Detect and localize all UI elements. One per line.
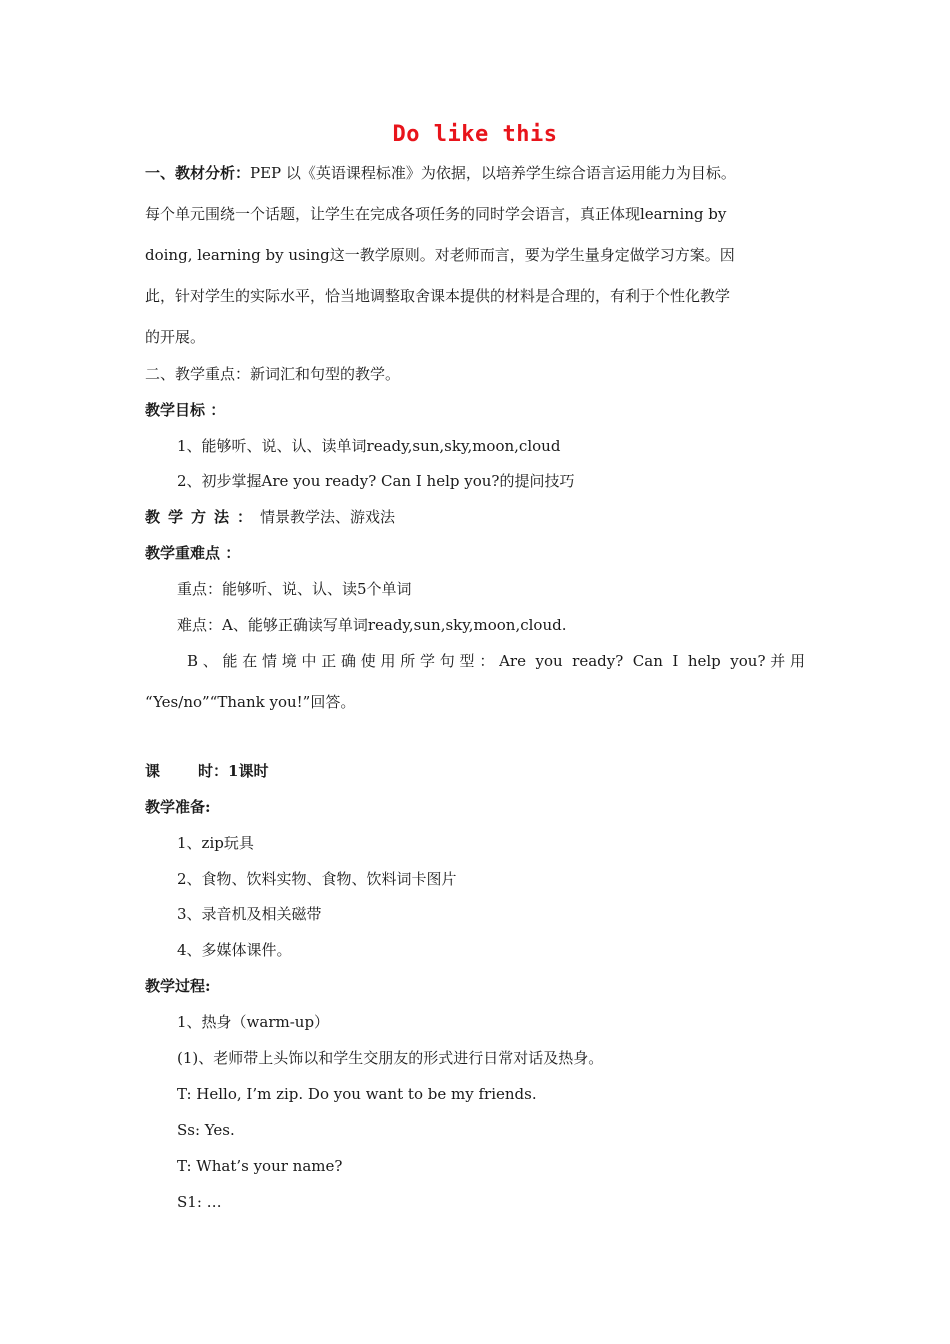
- analysis-line-2: 每个单元围绕一个话题，让学生在完成各项任务的同时学会语言，真正体现learning by: [145, 205, 727, 223]
- analysis-text-1: PEP 以《英语课程标准》为依据，以培养学生综合语言运用能力为目标。: [250, 164, 736, 182]
- analysis-line-4: 此，针对学生的实际水平，恰当地调整取舍课本提供的材料是合理的，有利于个性化教学: [145, 287, 731, 305]
- objective-item-2: 2、初步掌握Are you ready? Can I help you?的提问技巧: [177, 472, 575, 490]
- process-line-2: (1)、老师带上头饰以和学生交朋友的形式进行日常对话及热身。: [177, 1049, 604, 1067]
- prep-item-4: 4、多媒体课件。: [177, 941, 292, 959]
- period-label-2: 时：: [198, 762, 229, 780]
- key-point-line: 重点：能够听、说、认、读5个单词: [177, 580, 412, 598]
- process-line-1: 1、热身（warm-up）: [177, 1013, 330, 1031]
- process-line-4: Ss: Yes.: [177, 1121, 235, 1139]
- methods-text: 情景教学法、游戏法: [260, 508, 396, 526]
- period-value: 1课时: [228, 762, 269, 780]
- methods-line: [145, 507, 395, 527]
- analysis-label: 一、教材分析：: [145, 164, 251, 182]
- process-heading: 教学过程:: [145, 977, 211, 995]
- prep-item-1: 1、zip玩具: [177, 834, 254, 852]
- analysis-line-1: [145, 163, 736, 183]
- difficult-point-b-line-2: “Yes/no”“Thank you!”回答。: [145, 693, 356, 711]
- objectives-heading: 教学目标 ：: [145, 401, 226, 419]
- prep-item-2: 2、食物、饮料实物、食物、饮料词卡图片: [177, 870, 457, 888]
- period-label: 课: [145, 762, 161, 780]
- process-line-3: T: Hello, I’m zip. Do you want to be my friends.: [177, 1085, 537, 1103]
- difficult-point-line: 难点：A、能够正确读写单词ready,sun,sky,moon,cloud.: [177, 616, 567, 634]
- document-title: Do like this: [392, 122, 558, 147]
- difficult-point-b-line-1: B、能在情境中正确使用所学句型：Are you ready? Can I help you?并用: [187, 652, 805, 670]
- methods-label: 教学方法：: [145, 508, 261, 526]
- prep-heading: 教学准备:: [145, 798, 211, 816]
- process-line-5: T: What’s your name?: [177, 1157, 343, 1175]
- prep-item-3: 3、录音机及相关磁带: [177, 905, 322, 923]
- objective-item-1: 1、能够听、说、认、读单词ready,sun,sky,moon,cloud: [177, 437, 561, 455]
- analysis-line-3: doing, learning by using这一教学原则。对老师而言，要为学生量身定做学习方案。因: [145, 246, 735, 264]
- focus-line: 二、教学重点：新词汇和句型的教学。: [145, 365, 401, 383]
- analysis-line-5: 的开展。: [145, 328, 206, 346]
- key-points-heading: 教学重难点 ：: [145, 544, 241, 562]
- period-line: [145, 761, 268, 781]
- process-line-6: S1: …: [177, 1193, 222, 1211]
